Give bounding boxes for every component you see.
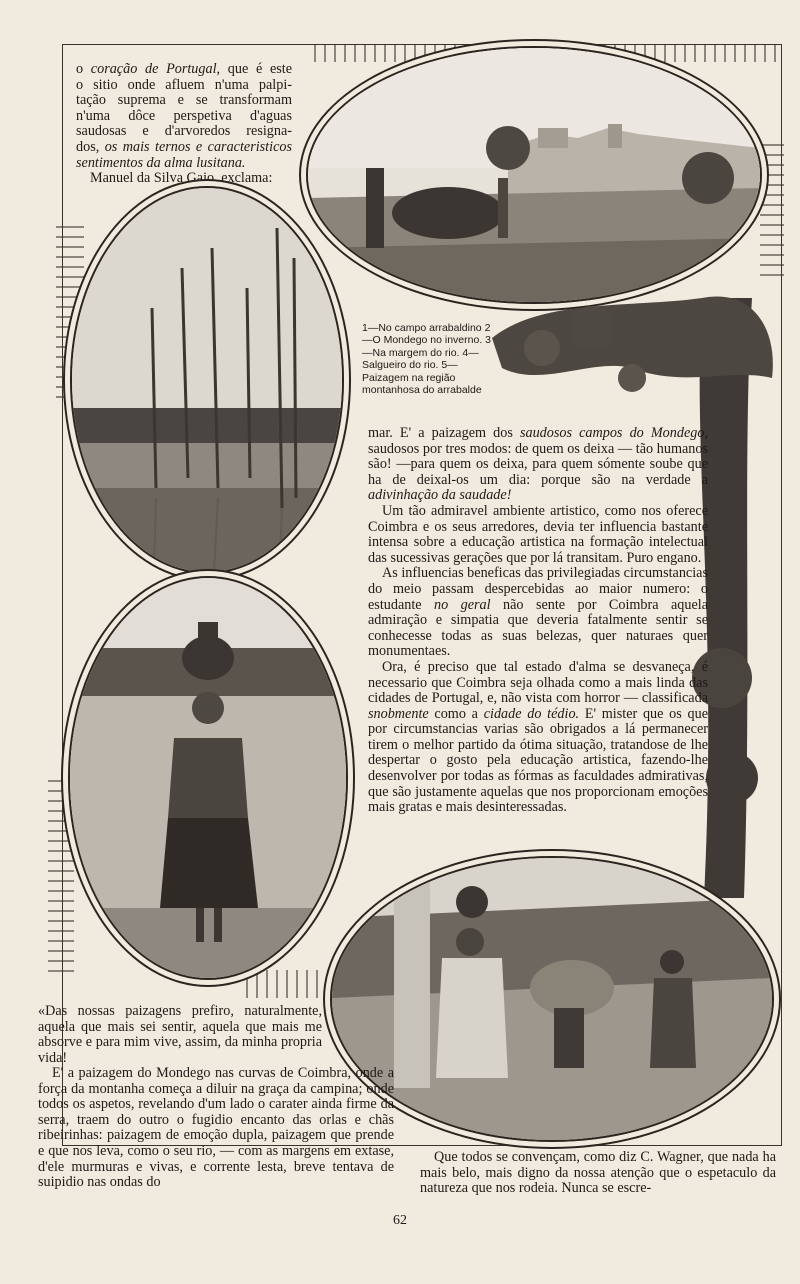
page-number: 62 bbox=[393, 1213, 407, 1228]
photo-mondego-winter-image bbox=[72, 188, 342, 572]
intro-line bbox=[76, 62, 292, 78]
main-text-p4-a: Ora, é preciso que tal estado d'alma se desvaneça, é necessario que Coimbra seja olhada como a mais linda das cidades de Portugal, e, não vista com horror — classificada bbox=[368, 658, 708, 707]
quote-text-p2: E' a paizagem do Mondego nas curvas de Coimbra, onde a força da montanha começa a diluir na graça da campina; onde todos os aspetos, revelando d'um lado o carater ainda firme da serra, traem do outro o fugidio encanto das orlas e chãs ribeirinhas: paizagem de emoção dupla, paizagem que prende e que nos leva, como o seu rio, — com as margens em extase, d'ele murmuras e vivas, e corrente lesta, breve tentava de suipidio nas ondas do bbox=[38, 1065, 394, 1191]
closing-text bbox=[420, 1150, 776, 1197]
intro-line bbox=[76, 78, 292, 94]
photo-river-bank-woman-image bbox=[70, 578, 346, 978]
frame-ornament-right bbox=[760, 136, 784, 276]
main-text-p2: Um tão admiravel ambiente artistico, como nos oferece Coimbra e os seus arredores, devia ter influencia bastante intensa sobre a educação artistica na formação intelectual das sucessivas gerações que por lá transitam. Puro engano. bbox=[368, 502, 708, 566]
intro-line bbox=[76, 156, 292, 172]
main-text-p1-b: saudosos por tres modos: de quem os deixa — tão humanos são! —para quem os deixa, para quem sómente soube que ha de deixal-os um dia: porque são na verdade a bbox=[368, 440, 708, 488]
main-text-p4-italic-2: cidade do tédio. bbox=[483, 705, 580, 722]
intro-line bbox=[76, 109, 292, 125]
photo-mountain-landscape-image bbox=[332, 858, 772, 1140]
quote-text-p1: «Das nossas paizagens prefiro, naturalmente, aquela que mais sei sentir, aquela que mais me absorve e para mim vive, assim, da minha propria vida! bbox=[38, 1003, 322, 1066]
intro-line bbox=[76, 140, 292, 156]
frame-ornament-bottom bbox=[246, 970, 326, 998]
intro-line-pre: dos, bbox=[76, 138, 105, 155]
main-text-p3-a: As influencias beneficas das privilegiadas circumstancias do meio passam despercebidas ao maior numero: o estudante bbox=[368, 565, 708, 613]
photo-caption: 1—No campo arrabaldino 2—O Mondego no inverno. 3—Na margem do rio. 4—Salgueiro do rio. 5—Paizagem na região montanhosa do arrabalde bbox=[362, 322, 491, 397]
main-text bbox=[368, 426, 708, 816]
photo-mountain-landscape bbox=[330, 856, 774, 1142]
main-text-p4-b: como a bbox=[428, 705, 484, 722]
quote-text-continued bbox=[38, 1066, 394, 1191]
intro-line-pre: o bbox=[76, 61, 91, 77]
intro-line-pre: tação suprema e se transformam bbox=[76, 92, 292, 109]
photo-mondego-winter bbox=[70, 186, 344, 574]
intro-line-it: os mais ternos e caracteristicos bbox=[104, 138, 292, 155]
intro-line-it: coração de Portugal, bbox=[90, 61, 221, 77]
main-text-p1-italic-1: saudosos campos do Mondego, bbox=[519, 425, 708, 441]
intro-line-pre: o sitio onde afluem n'uma palpi- bbox=[76, 76, 292, 93]
intro-line-post: que é este bbox=[220, 61, 293, 77]
closing-text-p1: Que todos se convençam, como diz C. Wagner, que nada ha mais belo, mais digno da nossa atenção que o espetaculo da natureza que nos rodeia. Nunca se escre- bbox=[420, 1149, 776, 1197]
main-text-p3-b: não sente por Coimbra aquela admiração e simpatia que deveria fatalmente sentir se conhecesse todas as suas belezas, quer naturaes quer monumentaes. bbox=[368, 596, 708, 660]
intro-line-pre: n'uma dôce perspetiva d'aguas bbox=[76, 107, 292, 124]
quote-text bbox=[38, 1004, 322, 1066]
intro-line bbox=[76, 124, 292, 140]
intro-line-pre: saudosas e d'arvoredos resigna- bbox=[76, 123, 292, 140]
photo-river-bank-woman bbox=[68, 576, 348, 980]
main-text-p3-italic: no geral bbox=[434, 596, 491, 613]
main-text-p4-c: E' mister que os que por circumstancias varias são obrigados a lá permanecer tirem o melhor partido da ótima situação, tratandose de lhe despertar o gosto pela educação artistica, fazendo-lhe desenvolver por todas as fórmas as faculdades admirativas, que são justamente aquelas que nos proporcionam emoções mais gratas e mais desinteressadas. bbox=[368, 705, 709, 816]
main-text-p1-italic-2: adivinhação da saudade! bbox=[368, 487, 512, 504]
intro-text bbox=[76, 62, 292, 187]
intro-line-it: sentimentos da alma lusitana. bbox=[76, 154, 246, 171]
main-text-p4-italic-1: snobmente bbox=[368, 705, 429, 722]
attribution-line: Manuel da Silva Gaio, exclama: bbox=[90, 170, 273, 187]
main-text-p1-a: mar. E' a paizagem dos bbox=[368, 425, 520, 441]
intro-line bbox=[76, 93, 292, 109]
